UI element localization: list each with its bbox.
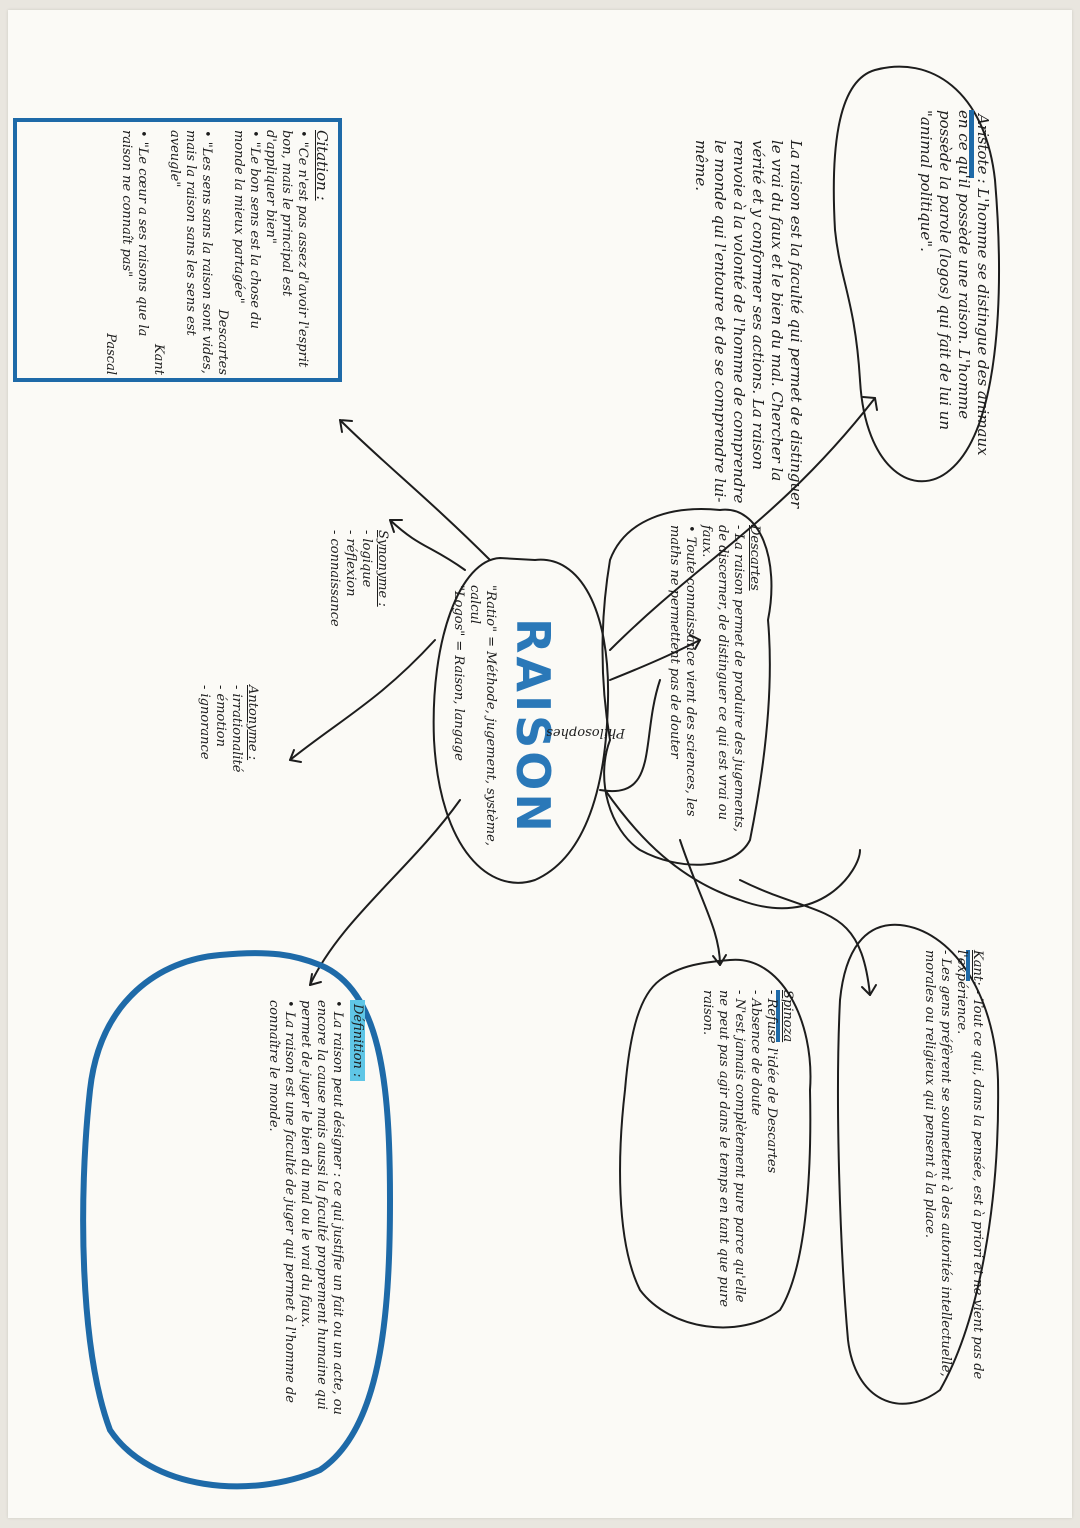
citation-quote-4: • "Le cœur a ses raisons que la raison ne connaît pas" bbox=[119, 130, 150, 337]
aristote-node bbox=[916, 110, 992, 470]
citation-node bbox=[102, 130, 330, 375]
definition-title: Définition : bbox=[350, 1000, 365, 1081]
spinoza-node bbox=[699, 990, 795, 1310]
synonyme-item-3: - connaissance bbox=[327, 530, 342, 627]
antonyme-item-3: - ignorance bbox=[197, 685, 212, 760]
antonyme-node bbox=[196, 685, 260, 845]
kant-node bbox=[921, 950, 985, 1380]
synonyme-item-2: - réflexion bbox=[343, 530, 358, 597]
spinoza-line-3: - N'est jamais complètement pure parce qu'elle ne peut pas agir dans le temps en tant que pure raison. bbox=[700, 990, 747, 1308]
citation-title: Citation : bbox=[313, 130, 331, 201]
antonyme-item-2: - émotion bbox=[213, 685, 228, 747]
faculte-node bbox=[691, 140, 805, 515]
synonyme-node bbox=[326, 530, 390, 680]
aristote-name: Aristote bbox=[969, 110, 992, 178]
citation-quote-2: • "Le bon sens est la chose du monde la mieux partagée" bbox=[231, 130, 262, 329]
antonyme-item-1: - irrationalité bbox=[229, 685, 244, 773]
center-title: RAISON bbox=[506, 618, 560, 835]
philosophes-label: Philosophes bbox=[546, 725, 625, 740]
synonyme-item-1: - logique bbox=[359, 530, 374, 588]
kant-line-1: : - Tout ce qui, dans la pensée, est à priori et ne vient pas de l'expérience. bbox=[954, 950, 985, 1380]
descartes-line-2: • Toute connaissance vient des sciences, les maths ne permettent pas de douter bbox=[667, 525, 698, 817]
definition-paragraph-1: • La raison peut désigner : ce qui justifie un fait ou un acte, ou encore la cause mais aussi la faculté proprement humaine qui permet de juger le bien du mal ou le vrai du faux. bbox=[298, 1000, 345, 1415]
definition-paragraph-2: • La raison est une faculté de juger qui permet à l'homme de connaître le monde. bbox=[266, 1000, 297, 1403]
descartes-line-1: - La raison permet de produire des jugements, de discerner, de distinguer ce qui est vrai ou faux. bbox=[699, 525, 746, 832]
spinoza-line-1: - Refuse l'idée de Descartes bbox=[764, 990, 779, 1174]
aristote-text: : L'homme se distingue des animaux en ce qu'il possède une raison. L'homme possède la parole (logos) qui fait de lui un "animal politique". bbox=[917, 110, 992, 456]
descartes-node bbox=[666, 525, 762, 840]
faculte-text: La raison est la faculté qui permet de distinguer le vrai du faux et le bien du mal. Chercher la vérité et y conformer ses actions. La raison renvoie à la volonté de l'homme de comprendre le monde qui l'entoure et de se comprendre lui-même. bbox=[692, 140, 805, 509]
citation-quote-1: • "Ce n'est pas assez d'avoir l'esprit bon, mais le principal est d'appliquer bien" bbox=[263, 130, 310, 368]
definition-node bbox=[265, 1000, 365, 1440]
citation-quote-2-author: Descartes bbox=[215, 309, 230, 375]
citation-quote-3-author: Kant bbox=[151, 343, 166, 375]
kant-name: Kant bbox=[966, 950, 985, 981]
link-to-synonyme bbox=[390, 520, 465, 570]
link-to-definition bbox=[310, 800, 460, 985]
citation-quote-4-author: Pascal bbox=[103, 333, 118, 375]
kant-line-2: - Les gens préfèrent se soumettent à des autorités intellectuelle, morales ou religieux qui pensent à la place. bbox=[922, 950, 953, 1377]
link-to-kant bbox=[740, 880, 870, 995]
antonyme-title: Antonyme : bbox=[245, 685, 260, 761]
center-def-logos: "Logos" = Raison, langage bbox=[451, 585, 466, 761]
spinoza-name: Spinoza bbox=[776, 990, 795, 1042]
citation-quote-3: • "Les sens sans la raison sont vides, mais la raison sans les sens est aveugle" bbox=[167, 130, 214, 374]
descartes-name: Descartes bbox=[747, 525, 762, 591]
link-to-spinoza bbox=[680, 840, 720, 965]
spinoza-line-2: - Absence de doute bbox=[748, 990, 763, 1116]
synonyme-title: Synonyme : bbox=[375, 530, 390, 607]
center-def-ratio: "Ratio" = Méthode, jugement, système, calcul bbox=[467, 585, 498, 846]
